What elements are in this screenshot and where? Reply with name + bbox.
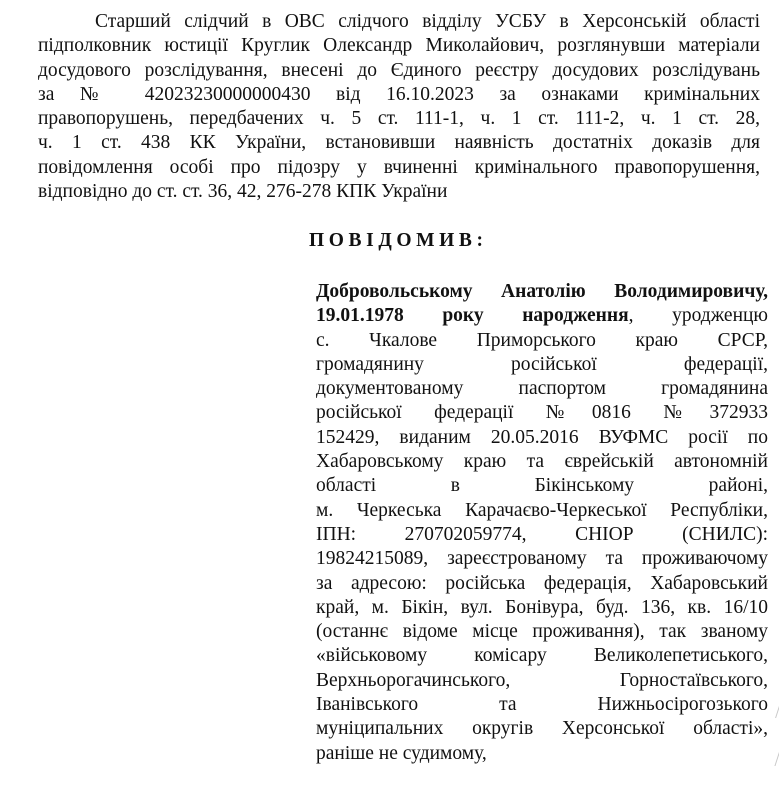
- intro-paragraph: [38, 10, 760, 204]
- recipient-line: м. Черкеська Карачаєво-Черкеської Республіки,: [316, 499, 768, 521]
- recipient-line: с. Чкалове Приморського краю СРСР,: [316, 329, 768, 351]
- recipient-line: муніципальних округів Херсонської області»,: [316, 718, 768, 740]
- recipient-line: документованому паспортом громадянина: [316, 378, 768, 400]
- recipient-line: області в Бікінському районі,: [316, 475, 768, 497]
- recipient-dob-rest: , уродженцю: [628, 305, 769, 327]
- intro-line: правопорушень, передбачених ч. 5 ст. 111-1, ч. 1 ст. 111-2, ч. 1 ст. 28,: [38, 108, 760, 130]
- recipient-line: 19824215089, зареєстрованому та проживаючому: [316, 548, 768, 570]
- recipient-name: Добровольському Анатолію Володимировичу,: [316, 281, 768, 302]
- intro-line: Старший слідчий в ОВС слідчого відділу УСБУ в Херсонській області: [95, 11, 760, 32]
- recipient-line: Хабаровському краю та єврейській автономній: [316, 451, 768, 473]
- recipient-line: 152429, виданим 20.05.2016 ВУФМС росії по: [316, 426, 768, 448]
- recipient-dob-line: [316, 304, 768, 328]
- recipient-line: раніше не судимому,: [316, 742, 487, 764]
- intro-line: ч. 1 ст. 438 КК України, встановивши наявність достатніх доказів для: [38, 132, 760, 154]
- recipient-line: за адресою: російська федерація, Хабаровський: [316, 572, 768, 594]
- recipient-line: (останнє відоме місце проживання), так званому: [316, 621, 768, 643]
- recipient-line: ІПН: 270702059774, СНІОР (СНИЛС):: [316, 523, 768, 545]
- recipient-line: Верхньорогачинського, Горностаївського,: [316, 669, 768, 691]
- intro-line: досудового розслідування, внесені до Єдиного реєстру досудових розслідувань: [38, 59, 760, 81]
- intro-line: повідомлення особі про підозру у вчиненні кримінального правопорушення,: [38, 156, 760, 178]
- intro-line: підполковник юстиції Круглик Олександр Миколайович, розглянувши матеріали: [38, 35, 760, 57]
- margin-pen-mark: [766, 744, 779, 766]
- intro-line: відповідно до ст. ст. 36, 42, 276-278 КПК України: [38, 181, 448, 203]
- intro-line: за № 42023230000000430 від 16.10.2023 за ознаками кримінальних: [38, 83, 760, 105]
- margin-pen-mark: [767, 700, 779, 718]
- recipient-line: російської федерації №0816 №372933: [316, 402, 768, 424]
- recipient-block: [316, 280, 768, 766]
- recipient-dob: 19.01.1978 року народження: [316, 305, 629, 327]
- recipient-line: громадянину російської федерації,: [316, 353, 768, 375]
- section-heading: ПОВІДОМИВ:: [309, 230, 488, 251]
- recipient-line: Іванівського та Нижньосірогозького: [316, 694, 768, 716]
- recipient-line: «військовому комісару Великолепетиського,: [316, 645, 768, 667]
- recipient-line: край, м. Бікін, вул. Бонівура, буд. 136, кв. 16/10: [316, 596, 768, 618]
